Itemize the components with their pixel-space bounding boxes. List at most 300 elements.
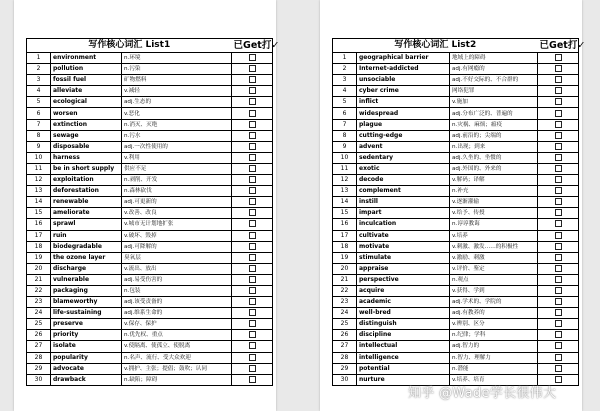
got-it-cell	[232, 175, 273, 186]
table-row	[27, 341, 273, 352]
table-row	[333, 219, 579, 230]
chinese-meaning: n.污染	[122, 64, 232, 75]
got-it-cell	[232, 208, 273, 219]
got-it-cell	[538, 274, 579, 285]
table-row	[27, 252, 273, 263]
got-it-checkbox[interactable]	[555, 365, 562, 372]
chinese-meaning: adj.易受伤害的	[122, 274, 232, 285]
table-row	[333, 363, 579, 374]
got-it-checkbox[interactable]	[555, 87, 562, 94]
table-row	[333, 141, 579, 152]
got-it-cell	[232, 97, 273, 108]
got-it-cell	[232, 330, 273, 341]
got-it-cell	[538, 241, 579, 252]
table-row	[333, 119, 579, 130]
got-it-cell	[232, 64, 273, 75]
chinese-meaning: n.观点	[450, 274, 538, 285]
english-word: inflict	[357, 97, 450, 108]
got-it-cell	[232, 53, 273, 64]
row-number: 11	[333, 163, 357, 174]
english-word: drawback	[51, 374, 122, 385]
english-word: geographical barrier	[357, 53, 450, 64]
got-it-cell	[538, 163, 579, 174]
english-word: preserve	[51, 319, 122, 330]
got-it-cell	[538, 363, 579, 374]
got-it-checkbox[interactable]	[249, 365, 256, 372]
got-it-checkbox[interactable]	[249, 220, 256, 227]
table-row	[333, 308, 579, 319]
row-number: 27	[27, 341, 51, 352]
row-number: 11	[27, 163, 51, 174]
table-row	[333, 230, 579, 241]
got-it-checkbox[interactable]	[249, 287, 256, 294]
table-row	[27, 108, 273, 119]
english-word: biodegradable	[51, 241, 122, 252]
got-it-cell	[538, 186, 579, 197]
row-number: 2	[27, 64, 51, 75]
got-it-checkbox[interactable]	[249, 87, 256, 94]
chinese-meaning: n.缺陷；障碍	[122, 374, 232, 385]
got-it-checkbox[interactable]	[249, 98, 256, 105]
table-row	[27, 208, 273, 219]
english-word: sewage	[51, 130, 122, 141]
chinese-meaning: v.破坏、毁掉	[122, 230, 232, 241]
got-it-checkbox[interactable]	[555, 287, 562, 294]
got-it-header: 已Get打✓	[539, 40, 586, 51]
got-it-checkbox[interactable]	[555, 121, 562, 128]
english-word: Internet-addicted	[357, 64, 450, 75]
got-it-cell	[232, 363, 273, 374]
row-number: 16	[333, 219, 357, 230]
english-word: perspective	[357, 274, 450, 285]
table-row	[27, 141, 273, 152]
got-it-cell	[232, 274, 273, 285]
english-word: ameliorate	[51, 208, 122, 219]
row-number: 22	[27, 285, 51, 296]
chinese-meaning: adj.久坐的、坐惯的	[450, 152, 538, 163]
got-it-cell	[538, 108, 579, 119]
chinese-meaning: n.潜能	[450, 363, 538, 374]
table-row	[333, 241, 579, 252]
chinese-meaning: adj.可更新的	[122, 197, 232, 208]
got-it-checkbox[interactable]	[555, 98, 562, 105]
english-word: vulnerable	[51, 274, 122, 285]
chinese-meaning: n.智力、理解力	[450, 352, 538, 363]
english-word: renewable	[51, 197, 122, 208]
got-it-cell	[538, 197, 579, 208]
table-row	[333, 186, 579, 197]
chinese-meaning: v.获得、学到	[450, 285, 538, 296]
row-number: 4	[27, 86, 51, 97]
got-it-checkbox[interactable]	[249, 354, 256, 361]
row-number: 26	[27, 330, 51, 341]
table-row	[333, 341, 579, 352]
english-word: cyber crime	[357, 86, 450, 97]
row-number: 29	[333, 363, 357, 374]
row-number: 16	[27, 219, 51, 230]
row-number: 27	[333, 341, 357, 352]
chinese-meaning: v.拥护、主张；提倡；鼓吹；认同	[122, 363, 232, 374]
chinese-meaning: v.刺激、激发……的积极性	[450, 241, 538, 252]
got-it-checkbox[interactable]	[555, 198, 562, 205]
got-it-cell	[232, 252, 273, 263]
english-word: blameworthy	[51, 297, 122, 308]
chinese-meaning: v.培养、培育	[450, 374, 538, 385]
row-number: 2	[333, 64, 357, 75]
table-row	[27, 285, 273, 296]
got-it-checkbox[interactable]	[555, 176, 562, 183]
table-row	[27, 241, 273, 252]
got-it-cell	[232, 230, 273, 241]
chinese-meaning: adj.该受责备的	[122, 297, 232, 308]
row-number: 7	[333, 119, 357, 130]
row-number: 6	[27, 108, 51, 119]
row-number: 6	[333, 108, 357, 119]
english-word: complement	[357, 186, 450, 197]
english-word: impart	[357, 208, 450, 219]
row-number: 20	[27, 263, 51, 274]
got-it-cell	[538, 308, 579, 319]
row-number: 9	[27, 141, 51, 152]
got-it-checkbox[interactable]	[249, 265, 256, 272]
table-row	[27, 97, 273, 108]
table-row	[333, 175, 579, 186]
got-it-cell	[232, 86, 273, 97]
got-it-cell	[538, 297, 579, 308]
row-number: 30	[333, 374, 357, 385]
table-row	[27, 152, 273, 163]
watermark: 知乎 @Wade学长很伟大	[408, 386, 557, 401]
chinese-meaning: adj.学术的、学院的	[450, 297, 538, 308]
chinese-meaning: v.施加	[450, 97, 538, 108]
chinese-meaning: adj.维系生命的	[122, 308, 232, 319]
got-it-checkbox[interactable]	[249, 209, 256, 216]
table-row	[27, 263, 273, 274]
got-it-cell	[232, 241, 273, 252]
chinese-meaning: v.减轻	[122, 86, 232, 97]
english-word: deforestation	[51, 186, 122, 197]
row-number: 14	[27, 197, 51, 208]
english-word: alleviate	[51, 86, 122, 97]
english-word: instill	[357, 197, 450, 208]
row-number: 14	[333, 197, 357, 208]
english-word: exotic	[357, 163, 450, 174]
chinese-meaning: v.恶化	[122, 108, 232, 119]
got-it-checkbox[interactable]	[249, 198, 256, 205]
table-row	[333, 297, 579, 308]
got-it-checkbox[interactable]	[249, 232, 256, 239]
row-number: 19	[333, 252, 357, 263]
got-it-cell	[538, 75, 579, 86]
row-number: 29	[27, 363, 51, 374]
english-word: inculcation	[357, 219, 450, 230]
got-it-checkbox[interactable]	[555, 309, 562, 316]
chinese-meaning: adj.不好交际的、不合群的	[450, 75, 538, 86]
table-row	[333, 330, 579, 341]
chinese-meaning: v.流出、放出	[122, 263, 232, 274]
row-number: 21	[333, 274, 357, 285]
got-it-checkbox[interactable]	[555, 154, 562, 161]
row-number: 20	[333, 263, 357, 274]
english-word: sedentary	[357, 152, 450, 163]
english-word: intellectual	[357, 341, 450, 352]
table-row	[27, 53, 273, 64]
row-number: 15	[27, 208, 51, 219]
row-number: 17	[333, 230, 357, 241]
got-it-checkbox[interactable]	[555, 54, 562, 61]
chinese-meaning: 地域上的障碍	[450, 53, 538, 64]
table-row	[333, 75, 579, 86]
got-it-checkbox[interactable]	[555, 243, 562, 250]
english-word: the ozone layer	[51, 252, 122, 263]
got-it-checkbox[interactable]	[555, 354, 562, 361]
table-row	[333, 97, 579, 108]
row-number: 1	[333, 53, 357, 64]
row-number: 7	[27, 119, 51, 130]
english-word: advocate	[51, 363, 122, 374]
got-it-checkbox[interactable]	[555, 209, 562, 216]
got-it-checkbox[interactable]	[555, 331, 562, 338]
english-word: well-bred	[357, 308, 450, 319]
english-word: exploitation	[51, 175, 122, 186]
row-number: 15	[333, 208, 357, 219]
row-number: 28	[27, 352, 51, 363]
english-word: potential	[357, 363, 450, 374]
table-row	[27, 308, 273, 319]
got-it-cell	[232, 341, 273, 352]
got-it-cell	[538, 219, 579, 230]
row-number: 13	[333, 186, 357, 197]
got-it-cell	[232, 152, 273, 163]
row-number: 3	[27, 75, 51, 86]
chinese-meaning: v.使隔离、使孤立、使脱离	[122, 341, 232, 352]
chinese-meaning: v.激励、刺激	[450, 252, 538, 263]
got-it-checkbox[interactable]	[249, 65, 256, 72]
got-it-checkbox[interactable]	[555, 165, 562, 172]
table-row	[27, 64, 273, 75]
table-row	[333, 152, 579, 163]
got-it-cell	[538, 130, 579, 141]
got-it-checkbox[interactable]	[249, 276, 256, 283]
got-it-cell	[232, 197, 273, 208]
got-it-checkbox[interactable]	[249, 243, 256, 250]
got-it-checkbox[interactable]	[249, 132, 256, 139]
english-word: appraise	[357, 263, 450, 274]
row-number: 5	[333, 97, 357, 108]
vocab-table-list1	[26, 38, 280, 386]
row-number: 12	[333, 175, 357, 186]
got-it-checkbox[interactable]	[555, 254, 562, 261]
table-row	[333, 197, 579, 208]
got-it-cell	[232, 374, 273, 385]
got-it-cell	[232, 263, 273, 274]
chinese-meaning: v.保存、保护	[122, 319, 232, 330]
got-it-cell	[538, 64, 579, 75]
english-word: fossil fuel	[51, 75, 122, 86]
english-word: cutting-edge	[357, 130, 450, 141]
got-it-checkbox[interactable]	[249, 143, 256, 150]
got-it-checkbox[interactable]	[249, 254, 256, 261]
got-it-checkbox[interactable]	[555, 65, 562, 72]
english-word: academic	[357, 297, 450, 308]
chinese-meaning: v.逐渐灌输	[450, 197, 538, 208]
chinese-meaning: adj.前沿的；尖端的	[450, 130, 538, 141]
chinese-meaning: n.纪律；学科	[450, 330, 538, 341]
got-it-checkbox[interactable]	[555, 187, 562, 194]
row-number: 18	[27, 241, 51, 252]
row-number: 26	[333, 330, 357, 341]
chinese-meaning: v.解码；译解	[450, 175, 538, 186]
chinese-meaning: adj.一次性使用的	[122, 141, 232, 152]
table-row	[333, 285, 579, 296]
got-it-checkbox[interactable]	[249, 309, 256, 316]
row-number: 17	[27, 230, 51, 241]
got-it-cell	[538, 285, 579, 296]
english-word: pollution	[51, 64, 122, 75]
english-word: cultivate	[357, 230, 450, 241]
row-number: 13	[27, 186, 51, 197]
english-word: be in short supply	[51, 163, 122, 174]
english-word: discipline	[357, 330, 450, 341]
got-it-cell	[538, 252, 579, 263]
table-row	[27, 86, 273, 97]
got-it-checkbox[interactable]	[249, 54, 256, 61]
table-row	[27, 363, 273, 374]
table-row	[27, 219, 273, 230]
vocab-table-list2	[332, 38, 586, 386]
got-it-checkbox[interactable]	[555, 76, 562, 83]
row-number: 18	[333, 241, 357, 252]
table-row	[333, 252, 579, 263]
got-it-checkbox[interactable]	[249, 176, 256, 183]
got-it-cell	[538, 141, 579, 152]
got-it-checkbox[interactable]	[555, 265, 562, 272]
english-word: motivate	[357, 241, 450, 252]
row-number: 12	[27, 175, 51, 186]
got-it-checkbox[interactable]	[555, 320, 562, 327]
table-row	[27, 119, 273, 130]
chinese-meaning: n.补充	[450, 186, 538, 197]
got-it-cell	[538, 97, 579, 108]
english-word: plague	[357, 119, 450, 130]
english-word: sprawl	[51, 219, 122, 230]
table-row	[333, 319, 579, 330]
got-it-checkbox[interactable]	[555, 232, 562, 239]
row-number: 25	[27, 319, 51, 330]
row-number: 25	[333, 319, 357, 330]
got-it-checkbox[interactable]	[555, 110, 562, 117]
chinese-meaning: v.辨别、区分	[450, 319, 538, 330]
got-it-header: 已Get打✓	[233, 40, 280, 51]
chinese-meaning: 臭氧层	[122, 252, 232, 263]
row-number: 1	[27, 53, 51, 64]
english-word: acquire	[357, 285, 450, 296]
got-it-cell	[538, 319, 579, 330]
row-number: 10	[333, 152, 357, 163]
got-it-checkbox[interactable]	[555, 220, 562, 227]
got-it-cell	[538, 152, 579, 163]
row-number: 5	[27, 97, 51, 108]
row-number: 8	[333, 130, 357, 141]
english-word: stimulate	[357, 252, 450, 263]
got-it-cell	[232, 130, 273, 141]
english-word: worsen	[51, 108, 122, 119]
got-it-cell	[232, 163, 273, 174]
chinese-meaning: 网络犯罪	[450, 86, 538, 97]
table-row	[27, 75, 273, 86]
table-header	[333, 39, 579, 53]
table-row	[333, 130, 579, 141]
got-it-checkbox[interactable]	[249, 154, 256, 161]
got-it-checkbox[interactable]	[249, 76, 256, 83]
got-it-checkbox[interactable]	[249, 342, 256, 349]
english-word: distinguish	[357, 319, 450, 330]
chinese-meaning: n.谆谆教诲	[450, 219, 538, 230]
english-word: priority	[51, 330, 122, 341]
got-it-checkbox[interactable]	[249, 110, 256, 117]
got-it-checkbox[interactable]	[555, 342, 562, 349]
chinese-meaning: v.培养	[450, 230, 538, 241]
row-number: 23	[27, 297, 51, 308]
got-it-checkbox[interactable]	[249, 187, 256, 194]
row-number: 21	[27, 274, 51, 285]
got-it-cell	[232, 219, 273, 230]
got-it-checkbox[interactable]	[249, 320, 256, 327]
got-it-checkbox[interactable]	[249, 165, 256, 172]
got-it-checkbox[interactable]	[555, 298, 562, 305]
row-number: 23	[333, 297, 357, 308]
table-row	[27, 163, 273, 174]
got-it-checkbox[interactable]	[555, 276, 562, 283]
row-number: 24	[27, 308, 51, 319]
english-word: advent	[357, 141, 450, 152]
got-it-cell	[538, 53, 579, 64]
table-row	[27, 330, 273, 341]
table-row	[27, 175, 273, 186]
chinese-meaning: n.名声、流行、受大众欢迎	[122, 352, 232, 363]
chinese-meaning: 矿物燃料	[122, 75, 232, 86]
table-row	[333, 352, 579, 363]
got-it-cell	[232, 319, 273, 330]
table-row	[333, 64, 579, 75]
got-it-checkbox[interactable]	[249, 121, 256, 128]
table-row	[333, 53, 579, 64]
english-word: widespread	[357, 108, 450, 119]
english-word: extinction	[51, 119, 122, 130]
table-row	[333, 263, 579, 274]
row-number: 22	[333, 285, 357, 296]
row-number: 30	[27, 374, 51, 385]
chinese-meaning: v.评价、鉴定	[450, 263, 538, 274]
got-it-cell	[538, 330, 579, 341]
page-list1	[14, 0, 280, 411]
got-it-cell	[232, 75, 273, 86]
got-it-checkbox[interactable]	[555, 132, 562, 139]
got-it-checkbox[interactable]	[249, 331, 256, 338]
got-it-cell	[538, 86, 579, 97]
got-it-checkbox[interactable]	[249, 376, 256, 383]
english-word: life-sustaining	[51, 308, 122, 319]
english-word: disposable	[51, 141, 122, 152]
table-row	[27, 319, 273, 330]
chinese-meaning: adj.可降解的	[122, 241, 232, 252]
got-it-checkbox[interactable]	[555, 143, 562, 150]
chinese-meaning: n.消灭、灭绝	[122, 119, 232, 130]
got-it-checkbox[interactable]	[249, 298, 256, 305]
got-it-cell	[232, 297, 273, 308]
got-it-cell	[538, 341, 579, 352]
chinese-meaning: n.森林砍伐	[122, 186, 232, 197]
